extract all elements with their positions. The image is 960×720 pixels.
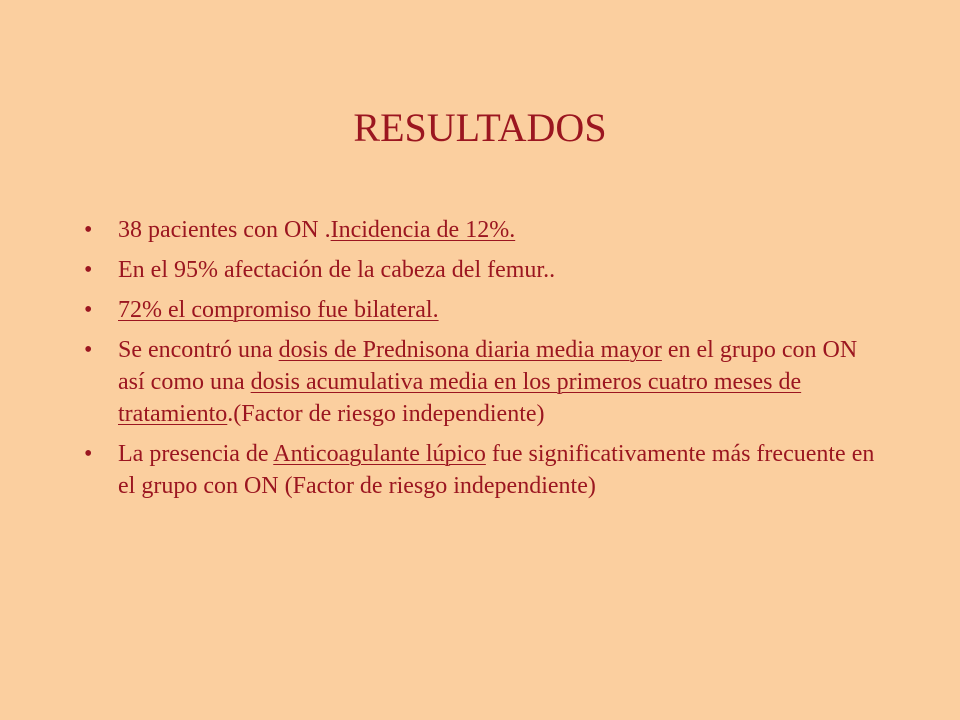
bullet-bilateral: [84, 294, 884, 326]
bullet-text: .(Factor de riesgo independiente): [227, 401, 545, 427]
underlined-text: dosis acumulativa media en los primeros cuatro meses de tratamiento: [118, 369, 802, 427]
underlined-text: dosis de Prednisona diaria media mayor: [278, 337, 662, 363]
underlined-text: 72% el compromiso fue bilateral.: [118, 297, 439, 323]
bullet-mark: •: [84, 297, 93, 323]
underlined-text: Incidencia de 12%.: [330, 217, 516, 243]
bullet-lupus-anticoagulant: [84, 438, 884, 502]
bullet-text: 38 pacientes con ON .: [118, 217, 331, 243]
bullet-text: La presencia de: [118, 441, 274, 467]
bullet-incidence: [84, 214, 884, 246]
bullet-mark: •: [84, 257, 93, 283]
bullet-mark: •: [84, 217, 93, 243]
bullet-prednisone-dose: [84, 334, 884, 430]
bullet-femur: [84, 254, 884, 286]
bullet-text: En el 95% afectación de la cabeza del femur..: [118, 257, 556, 283]
bullet-mark: •: [84, 337, 93, 363]
underlined-text: Anticoagulante lúpico: [273, 441, 486, 467]
bullet-text: fue significativamente más frecuente en el grupo con ON (Factor de riesgo independiente): [118, 441, 875, 499]
bullet-text: en el grupo con ON así como una: [118, 337, 858, 395]
results-bullet-list: [84, 214, 884, 510]
slide-title: RESULTADOS: [353, 105, 607, 150]
bullet-text: Se encontró una: [118, 337, 279, 363]
bullet-mark: •: [84, 441, 93, 467]
